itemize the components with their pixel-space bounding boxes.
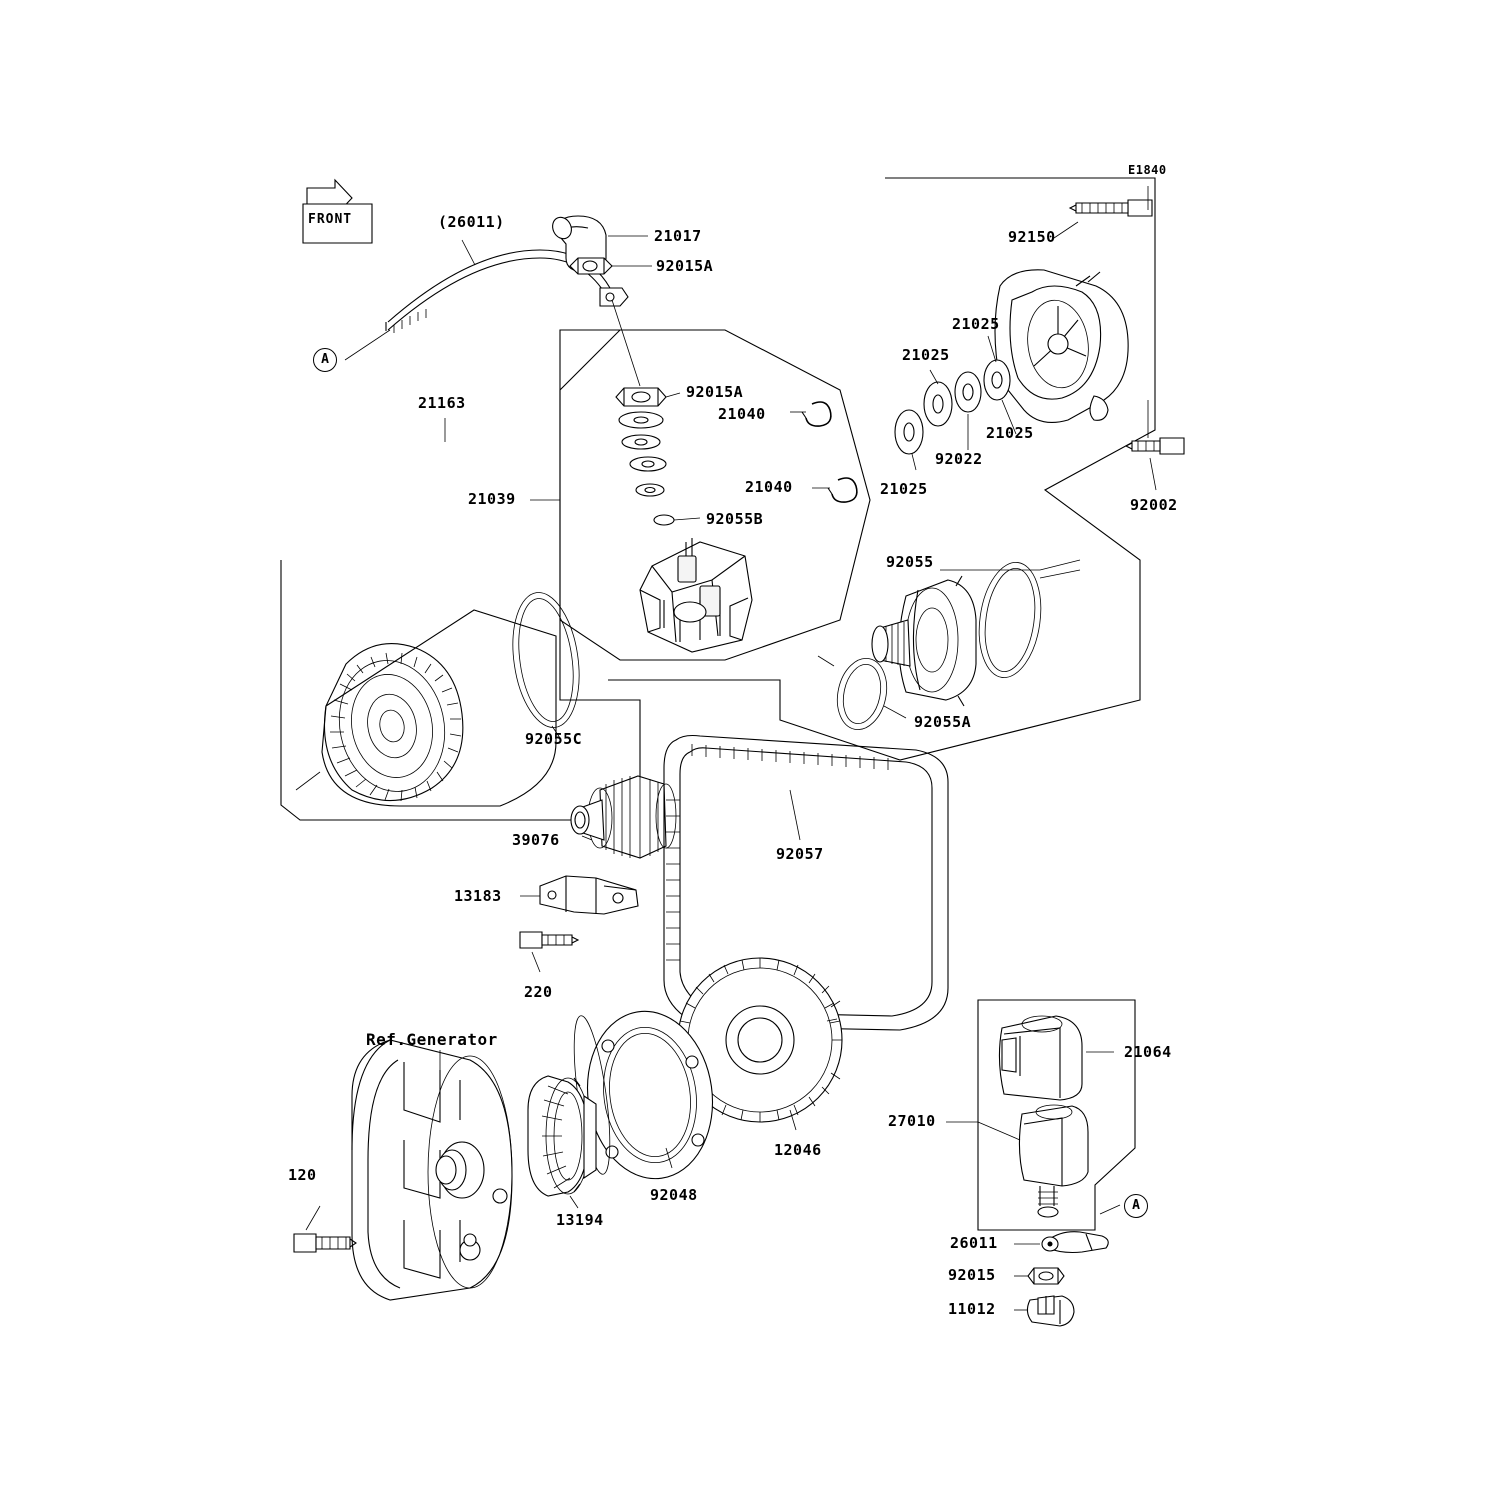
- label-21163: 21163: [418, 394, 466, 412]
- label-92055B: 92055B: [706, 510, 764, 528]
- leader-26011: [462, 240, 475, 265]
- bolt-120: [294, 1234, 356, 1252]
- label-21025-d: 21025: [880, 480, 928, 498]
- sprocket-39076: [571, 776, 676, 858]
- leader-92055B: [674, 518, 700, 520]
- callout-a-relay: A: [1124, 1194, 1148, 1218]
- label-92150: 92150: [1008, 228, 1056, 246]
- starter-relay-27010: [1019, 1105, 1088, 1217]
- leader-92055: [940, 560, 1080, 570]
- nut-92015: [1028, 1268, 1064, 1284]
- clip-21040-upper: [802, 402, 831, 426]
- oring-92055A: [831, 654, 893, 734]
- leader-21025-a: [930, 370, 938, 384]
- lead-26011: [1042, 1232, 1108, 1253]
- label-13194: 13194: [556, 1211, 604, 1229]
- leader-220: [532, 952, 540, 972]
- label-92015A-mid: 92015A: [686, 383, 744, 401]
- clip-21040-lower: [828, 478, 857, 502]
- label-21017: 21017: [654, 227, 702, 245]
- clutch-cover: [995, 270, 1128, 423]
- leader-92057: [790, 790, 800, 840]
- relay-21064: [999, 1016, 1082, 1100]
- front-label: FRONT: [308, 212, 353, 227]
- label-120: 120: [288, 1166, 317, 1184]
- clutch-13194: [528, 1076, 596, 1196]
- leader-92002: [1150, 458, 1156, 490]
- label-21064: 21064: [1124, 1043, 1172, 1061]
- leader-92055A: [884, 706, 906, 718]
- label-26011: 26011: [950, 1234, 998, 1252]
- leader-92055A-2: [818, 656, 834, 666]
- label-92055: 92055: [886, 553, 934, 571]
- leader-27010b: [978, 1122, 1020, 1140]
- starter-motor-body: [322, 610, 556, 806]
- callout-a-top: A: [313, 348, 337, 372]
- bolt-92150: [1070, 200, 1152, 216]
- label-harness: (26011): [438, 213, 505, 231]
- label-21025-a: 21025: [902, 346, 950, 364]
- label-92055C: 92055C: [525, 730, 583, 748]
- label-27010: 27010: [888, 1112, 936, 1130]
- leader-a-relay: [1100, 1205, 1120, 1214]
- bolt-92002: [1126, 438, 1184, 454]
- leader-a-top: [345, 330, 390, 360]
- label-92055A: 92055A: [914, 713, 972, 731]
- leader-120: [306, 1206, 320, 1230]
- label-21025-c: 21025: [986, 424, 1034, 442]
- oring-92055: [972, 558, 1048, 681]
- label-92022: 92022: [935, 450, 983, 468]
- terminal-11012: [1027, 1296, 1074, 1326]
- label-92015: 92015: [948, 1266, 996, 1284]
- front-badge: [300, 186, 374, 242]
- starter-clutch: [872, 576, 976, 706]
- leader-21025-d: [912, 454, 916, 470]
- leader-motor-lead: [296, 772, 320, 790]
- label-92015A-top: 92015A: [656, 257, 714, 275]
- leader-13194: [570, 1196, 578, 1208]
- brush-holder: [640, 538, 752, 652]
- nut-92015A-top: [570, 258, 612, 274]
- leader-92015A-mid: [666, 393, 680, 397]
- label-12046: 12046: [774, 1141, 822, 1159]
- terminal-stack: [616, 388, 674, 525]
- label-39076: 39076: [512, 831, 560, 849]
- label-21040-upper: 21040: [718, 405, 766, 423]
- generator-rotor: [352, 1040, 512, 1300]
- label-92048: 92048: [650, 1186, 698, 1204]
- label-13183: 13183: [454, 887, 502, 905]
- guide-13183: [540, 876, 638, 914]
- bolt-220: [520, 932, 578, 948]
- label-11012: 11012: [948, 1300, 996, 1318]
- label-92002: 92002: [1130, 496, 1178, 514]
- label-sheet-code: E1840: [1128, 163, 1167, 177]
- leader-harness-down: [612, 300, 640, 386]
- label-21039: 21039: [468, 490, 516, 508]
- label-92057: 92057: [776, 845, 824, 863]
- leader-92150: [1054, 222, 1078, 238]
- label-21025-b: 21025: [952, 315, 1000, 333]
- label-ref-generator: Ref.Generator: [366, 1030, 498, 1049]
- label-220: 220: [524, 983, 553, 1001]
- leader-92055-2: [1040, 570, 1080, 578]
- label-21040-lower: 21040: [745, 478, 793, 496]
